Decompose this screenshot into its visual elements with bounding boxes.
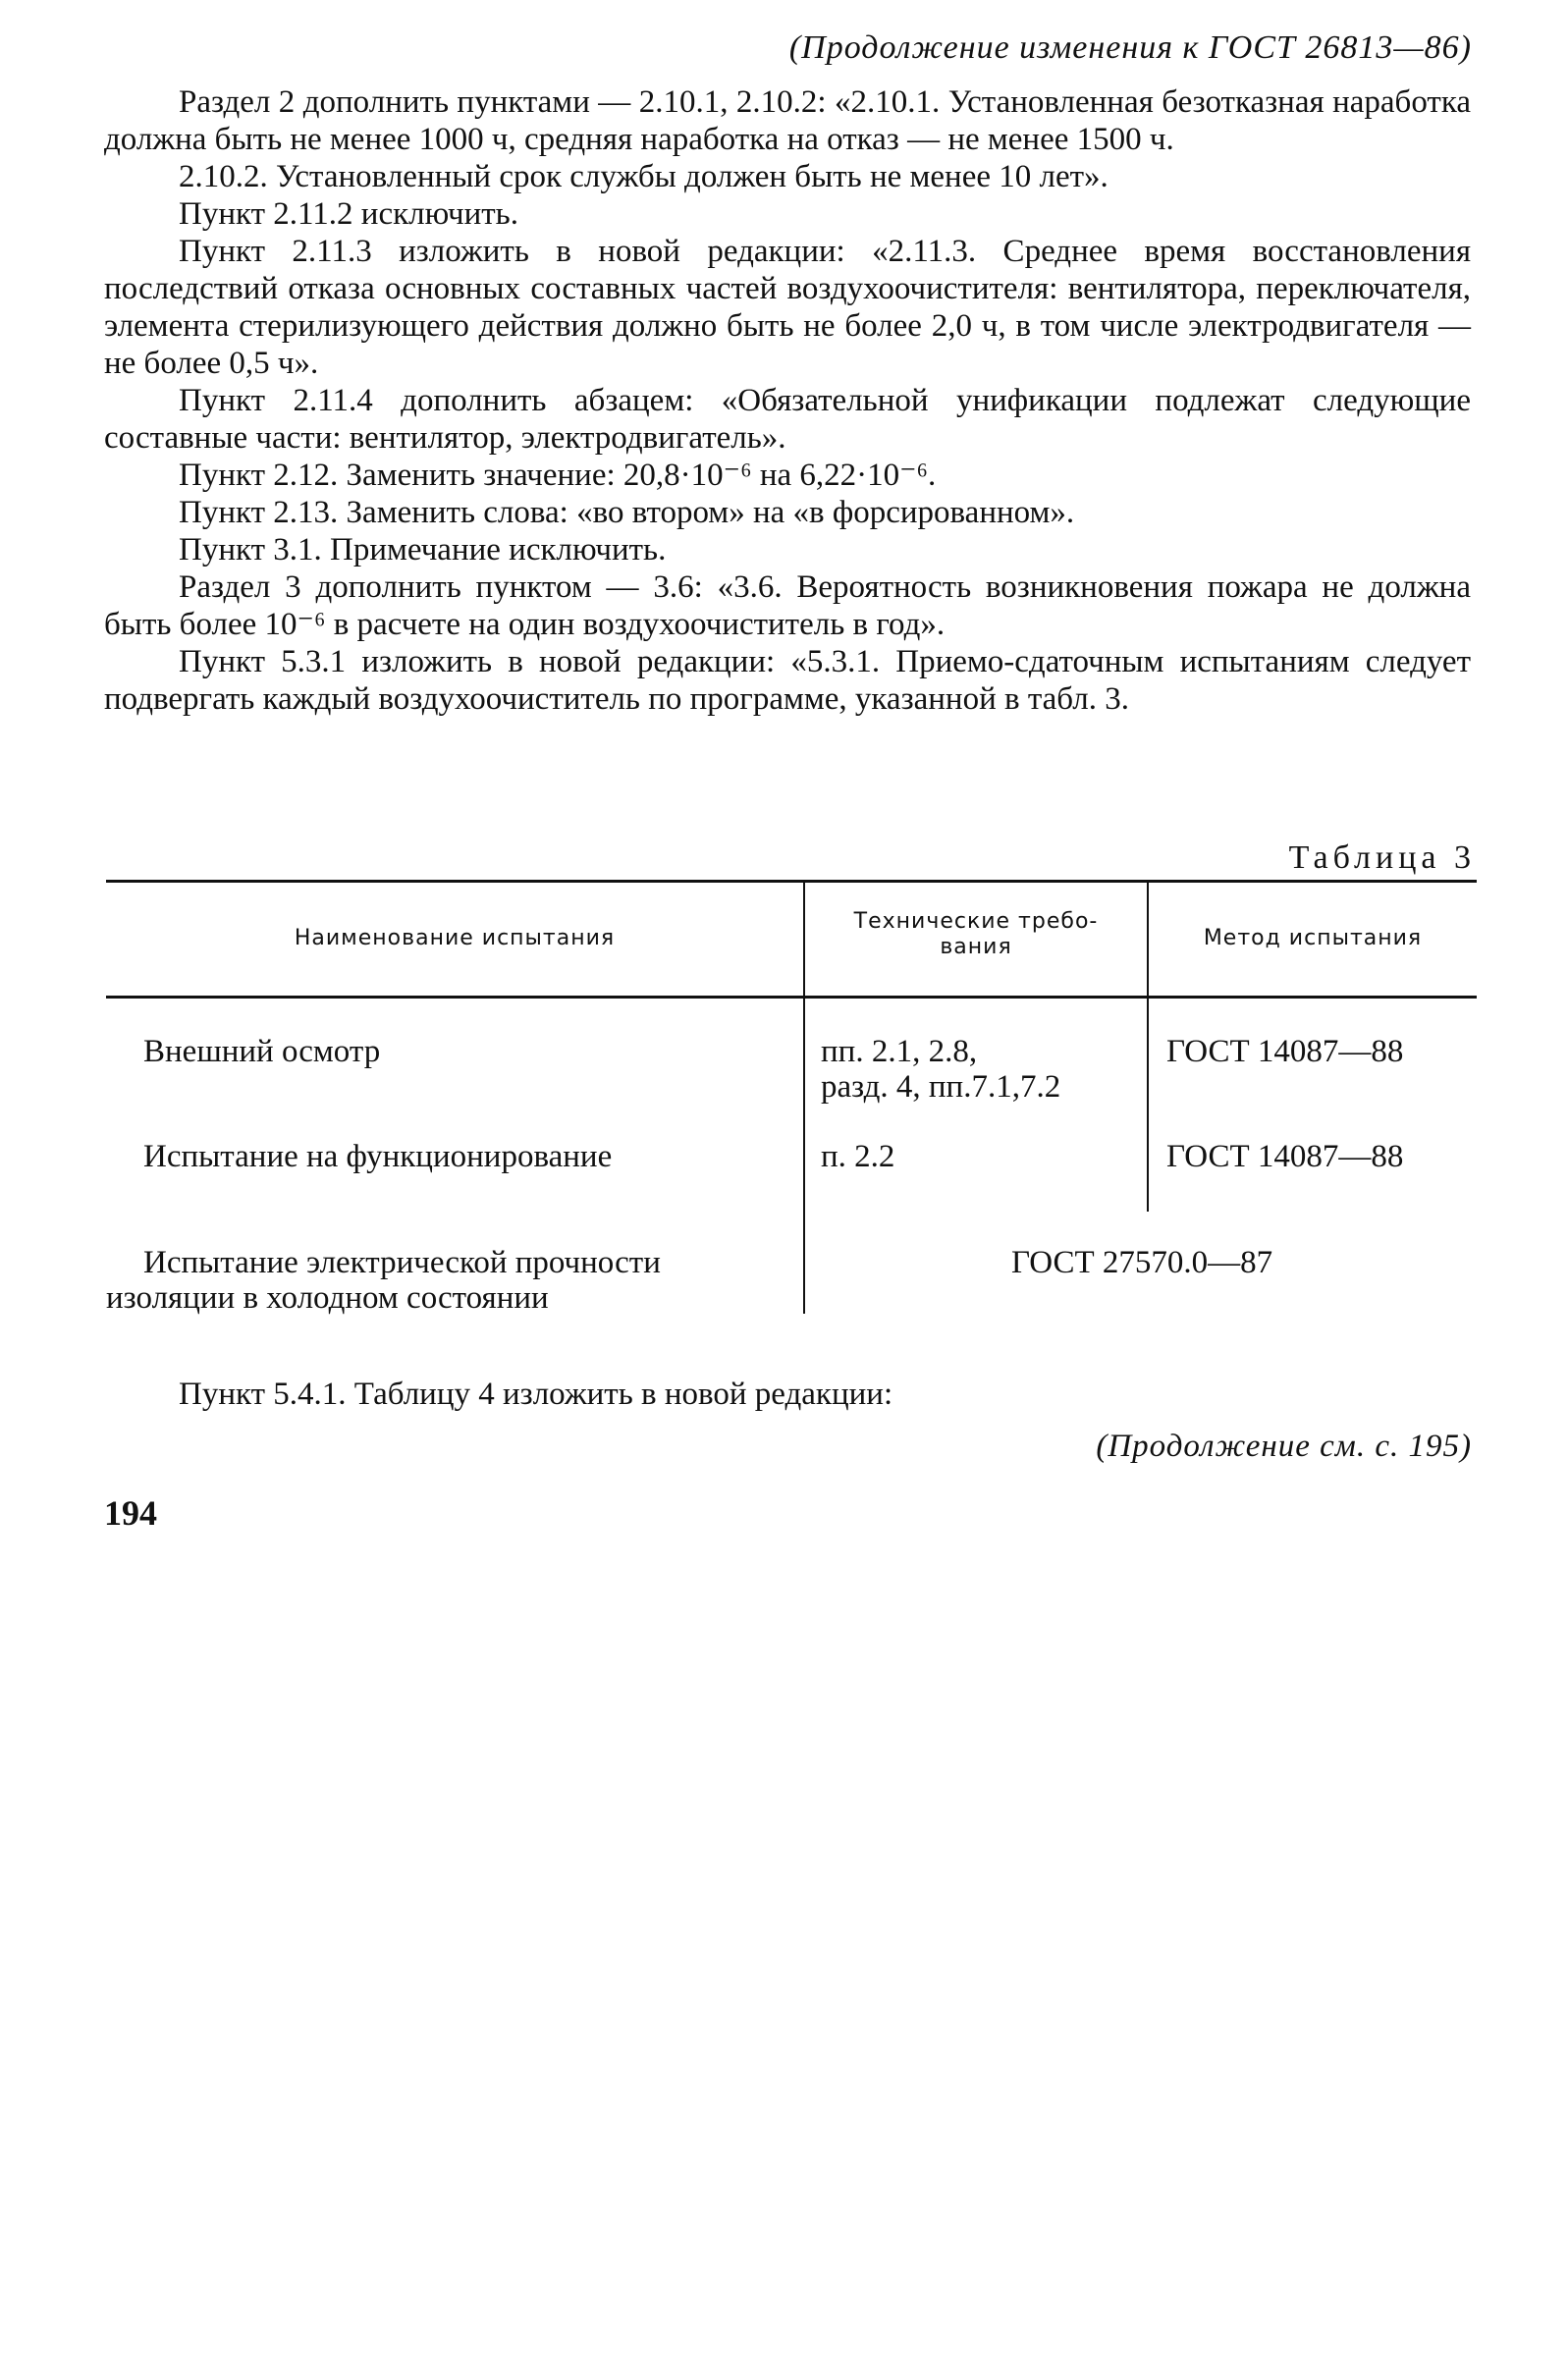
page-number: 194 xyxy=(104,1493,157,1533)
header-requirements-line: вания xyxy=(940,935,1012,959)
paragraph: 2.10.2. Установленный срок службы должен быть не менее 10 лет». xyxy=(179,159,1108,194)
cell-method-spanning: ГОСТ 27570.0—87 xyxy=(1011,1245,1273,1280)
cell-requirements-line: разд. 4, пп.7.1,7.2 xyxy=(821,1069,1061,1105)
running-header: (Продолжение изменения к ГОСТ 26813—86) xyxy=(788,29,1472,66)
table-header-rule xyxy=(106,996,1477,999)
table-top-rule xyxy=(106,880,1477,883)
cell-method: ГОСТ 14087—88 xyxy=(1166,1139,1404,1174)
paragraph: Пункт 2.13. Заменить слова: «во втором» на «в форсированном». xyxy=(179,495,1075,530)
paragraph: Пункт 2.11.4 дополнить абзацем: «Обязательной унификации подлежат следующие составные части: вентилятор, электродвигатель». xyxy=(104,383,1471,456)
header-requirements xyxy=(805,909,1147,960)
header-method: Метод испытания xyxy=(1203,926,1423,950)
paragraph: Пункт 5.3.1 изложить в новой редакции: «5.3.1. Приемо-сдаточным испытаниям следует подвергать каждый воздухоочиститель по программе, указанной в табл. 3. xyxy=(104,644,1471,717)
cell-test-name-line: изоляции в холодном состоянии xyxy=(106,1280,549,1316)
header-requirements-line: Технические требо- xyxy=(853,909,1099,934)
paragraph: Пункт 2.12. Заменить значение: 20,8·10⁻⁶ на 6,22·10⁻⁶. xyxy=(179,458,937,493)
cell-requirements: п. 2.2 xyxy=(821,1139,895,1174)
cell-test-name: Испытание на функционирование xyxy=(143,1139,613,1174)
column-divider xyxy=(803,998,805,1314)
column-divider xyxy=(1147,998,1149,1212)
footer-text: Пункт 5.4.1. Таблицу 4 изложить в новой редакции: xyxy=(179,1377,893,1412)
paragraph: Пункт 2.11.3 изложить в новой редакции: «2.11.3. Среднее время восстановления последствий отказа основных составных частей воздухоочистителя: вентилятора, переключателя, элемента стерилизующего действия должно быть не более 2,0 ч, в том числе электродвигателя — не более 0,5 ч». xyxy=(104,234,1471,381)
cell-test-name: Внешний осмотр xyxy=(143,1034,381,1069)
cell-requirements-line: пп. 2.1, 2.8, xyxy=(821,1034,978,1069)
paragraph: Пункт 2.11.2 исключить. xyxy=(179,196,518,232)
table-caption: Таблица 3 xyxy=(1288,839,1476,876)
continued-note: (Продолжение см. с. 195) xyxy=(1096,1429,1472,1464)
cell-method: ГОСТ 14087—88 xyxy=(1166,1034,1404,1069)
cell-test-name xyxy=(106,1245,764,1316)
cell-requirements xyxy=(821,1034,1060,1105)
paragraph: Пункт 3.1. Примечание исключить. xyxy=(179,532,667,567)
header-test-name: Наименование испытания xyxy=(294,926,616,950)
paragraph: Раздел 3 дополнить пунктом — 3.6: «3.6. Вероятность возникновения пожара не должна быть более 10⁻⁶ в расчете на один воздухоочиститель в год». xyxy=(104,569,1471,642)
body-text xyxy=(104,83,1471,718)
paragraph: Раздел 2 дополнить пунктами — 2.10.1, 2.10.2: «2.10.1. Установленная безотказная наработка должна быть не менее 1000 ч, средняя наработка на отказ — не менее 1500 ч. xyxy=(104,84,1471,157)
cell-test-name-line: Испытание электрической прочности xyxy=(143,1245,661,1280)
